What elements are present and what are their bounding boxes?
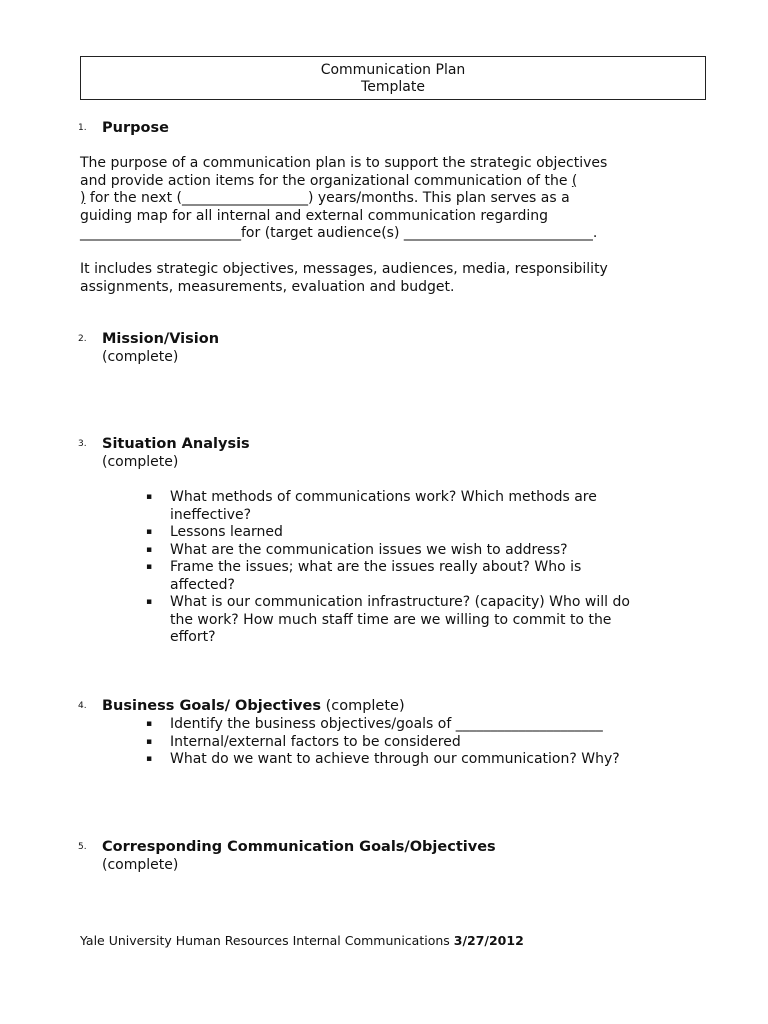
- bullet-icon: ▪: [146, 527, 153, 537]
- page-footer: [80, 932, 524, 950]
- section-note: (complete): [102, 857, 179, 873]
- section-heading: Situation Analysis: [102, 436, 250, 452]
- list-item: ▪ What methods of communications work? Which methods are ineffective?: [146, 489, 597, 523]
- bullet-icon: ▪: [146, 736, 153, 747]
- section-number: 1.: [78, 123, 87, 133]
- section-note: (complete): [102, 349, 179, 365]
- bullet-icon: ▪: [146, 544, 153, 555]
- bullet-icon: ▪: [146, 719, 153, 729]
- purpose-line: _______________________for (target audience(s) ___________________________.: [80, 225, 598, 241]
- document-subtitle: Template: [361, 79, 425, 95]
- bullet-icon: ▪: [146, 597, 153, 607]
- section-number: 3.: [78, 439, 87, 449]
- includes-line: assignments, measurements, evaluation and budget.: [80, 278, 455, 295]
- list-item: ▪ Lessons learned: [146, 524, 283, 540]
- list-item: ▪ Identify the business objectives/goals of _____________________: [146, 716, 603, 732]
- purpose-line: ) for the next (__________________) years/months. This plan serves as a: [80, 190, 570, 206]
- section-number: 4.: [78, 701, 87, 711]
- section-heading: Purpose: [102, 120, 169, 136]
- situation-bullet-list: [146, 489, 646, 647]
- list-item: ▪ What is our communication infrastructure? (capacity) Who will do the work? How much staff time are we willing to commit to the effort?: [146, 594, 630, 645]
- blank-close: ): [80, 190, 86, 206]
- document-title: Communication Plan: [320, 62, 466, 78]
- includes-paragraph: [80, 261, 680, 296]
- section-heading: Mission/Vision: [102, 331, 220, 347]
- list-item: ▪ Frame the issues; what are the issues really about? Who is affected?: [146, 559, 582, 593]
- footer-date: 3/27/2012: [453, 933, 524, 948]
- section-heading: Corresponding Communication Goals/Objectives: [102, 839, 496, 855]
- purpose-line: guiding map for all internal and external communication regarding: [80, 207, 549, 224]
- purpose-paragraph: [80, 155, 680, 243]
- list-item: ▪ What are the communication issues we wish to address?: [146, 541, 568, 558]
- business-goals-bullet-list: [146, 716, 666, 769]
- includes-line: It includes strategic objectives, messages, audiences, media, responsibility: [80, 261, 608, 277]
- section-number: 2.: [78, 334, 87, 344]
- purpose-line: The purpose of a communication plan is to support the strategic objectives: [80, 155, 608, 171]
- list-item: ▪ What do we want to achieve through our communication? Why?: [146, 751, 620, 767]
- footer-text: Yale University Human Resources Internal Communications: [80, 933, 454, 948]
- purpose-line: and provide action items for the organizational communication of the (: [80, 172, 578, 189]
- section-heading: Business Goals/ Objectives (complete): [102, 698, 405, 714]
- section-note: (complete): [102, 454, 179, 470]
- bullet-icon: ▪: [146, 562, 153, 572]
- bullet-icon: ▪: [146, 492, 153, 502]
- section-note: (complete): [320, 698, 405, 714]
- list-item: ▪ Internal/external factors to be considered: [146, 733, 461, 750]
- section-number: 5.: [78, 842, 87, 852]
- blank-open: (: [571, 172, 578, 189]
- bullet-icon: ▪: [146, 754, 153, 764]
- title-box: [80, 56, 706, 100]
